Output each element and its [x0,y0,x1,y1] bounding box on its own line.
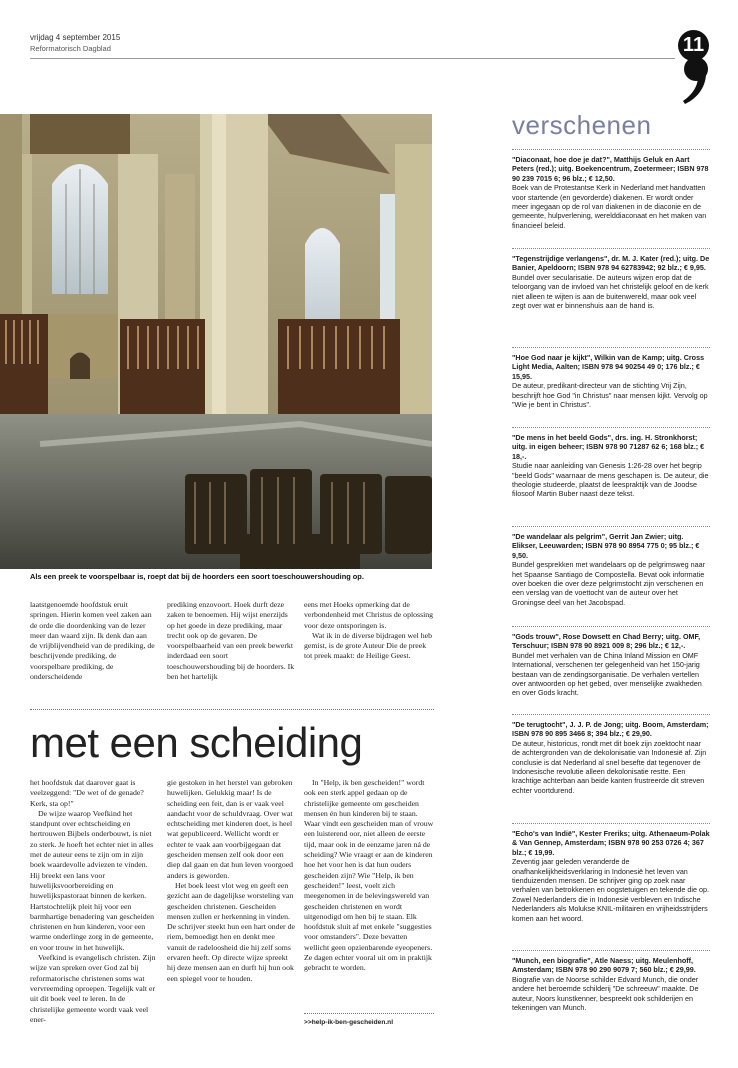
book-entry [512,433,710,499]
book-entry [512,829,710,923]
book-entry [512,532,710,607]
header-date: vrijdag 4 september 2015 [30,33,121,42]
book-entry-head: "Diaconaat, hoe doe je dat?", Matthijs Geluk en Aart Peters (red.); uitg. Boekencentrum, Zoetermeer; ISBN 978 90 239 7015 6; 96 blz.; € 12,50. [512,155,709,183]
article-column-1 [30,778,156,1025]
book-entry-body: De auteur, historicus, rondt met dit boek zijn zoektocht naar de achtergronden van de dekolonisatie van Indonesië af. Zijn conclusie is dat Nederland al snel besefte dat tegenover de Indonesische revolutie alleen dekolonisatie restte. Een krachtige achterban aan beide kanten frustreerde dit streven echter voortdurend. [512,738,707,795]
sidebar-rule [512,427,710,428]
sidebar-rule [512,248,710,249]
book-entry-head: "Hoe God naar je kijkt", Wilkin van de Kamp; uitg. Cross Light Media, Aalten; ISBN 978 94 90254 49 0; 176 blz.; € 15,95. [512,353,705,381]
book-entry-head: "De terugtocht", J. J. P. de Jong; uitg. Boom, Amsterdam; ISBN 978 90 895 3466 8; 394 blz.; € 29,90. [512,720,709,739]
sidebar-rule [512,526,710,527]
website-link[interactable]: >>help-ik-ben-gescheiden.nl [304,1019,394,1026]
sidebar-rule [512,950,710,951]
book-entry [512,353,710,409]
article-column-2 [167,778,295,984]
photo-caption: Als een preek te voorspelbaar is, roept dat bij de hoorders een soort toeschouwershouding op. [30,572,364,581]
book-entry-body: Boek van de Protestantse Kerk in Nederland met handvatten voor startende (en gevorderde) diakenen. Er wordt onder meer ingegaan op de rol van diakenen in de diaconie en de gemeente, hulpverlening, werelddiaconaat en het maken van financieel beleid. [512,183,707,230]
book-entry [512,254,710,310]
book-entry-head: "Echo's van Indië", Kester Freriks; uitg. Athenaeum-Polak & Van Gennep, Amsterdam; ISBN 978 90 253 0726 4; 367 blz.; € 19,99. [512,829,710,857]
link-divider [304,1013,434,1014]
top-column-3-text-b: Wat ik in de diverse bijdragen wel heb gemist, is de grote Auteur Die de preek tot preek maakt: de Heilige Geest. [304,630,432,661]
book-entry [512,155,710,230]
top-column-3 [304,600,434,662]
header-rule [30,58,675,59]
section-divider [30,709,434,710]
church-interior-photo [0,114,432,569]
book-entry-body: Bundel gesprekken met wandelaars op de pelgrimsweg naar het Spaanse Santiago de Compostella. Bevat ook informatie over boeken die over deze pelgrimstocht zijn verschenen en een verslag van de voettocht van de auteur over het Groningse deel van het Jacobspad. [512,560,705,607]
article-column-1-p2: De wijze waarop Veefkind het standpunt over echtscheiding en hertrouwen Bijbels onderbouwt, is niet zo sterk. Je hoeft het echter niet in alles met de auteur eens te zijn om in zijn boek waardevolle adviezen te vinden. Hij breekt een lans voor huwelijksvoorbereiding en huwelijkspastoraat binnen de kerken. Hartstochtelijk pleit hij voor een barmhartige benadering van gescheiden christenen en hun kinderen, voor een warme onderlinge zorg in de gemeente, en voor trouw in het huwelijk. [30,808,155,952]
book-entry [512,956,710,1012]
page-number: 11 [678,30,709,61]
book-entry-head: "Munch, een biografie", Atle Naess; uitg. Meulenhoff, Amsterdam; ISBN 978 90 290 9079 7; 560 blz.; € 29,99. [512,956,696,975]
book-entry-body: Bundel met verhalen van de China Inland Mission en OMF International, verschenen ter gelegenheid van het 150-jarig bestaan van de zendingsorganisatie. De verhalen vertellen over antwoorden op het gebed, over menselijke zwakheden en over Gods kracht. [512,650,702,698]
top-column-2-text: prediking enzovoort. Hoek durft deze zaken te benoemen. Hij wijst enerzijds op het goede in deze prediking, maar trecht ook op de gevaren. De voorspelbaarheid van een preek bewerkt inderdaad een soort toeschouwershouding bij de hoorders. Ik ben het hartelijk [167,600,295,682]
comma-mark-icon [680,56,710,106]
sidebar-rule [512,823,710,824]
article-column-2-p2: Het boek leest vlot weg en geeft een gezicht aan de dagelijkse worsteling van gescheiden christenen. Gescheiden mensen zullen er herkenning in vinden. De schrijver steekt hun een hart onder de riem, bemoedigt hen en denkt mee vanuit de radeloosheid die hij zelf soms ervaren heeft. Op directe wijze spreekt hij deze mensen aan en durft hij hun ook een spiegel voor te houden. [167,880,295,983]
article-column-3-p1: In "Help, ik ben gescheiden!" wordt ook een sterk appel gedaan op de christelijke gemeente om gescheiden mensen én hun kinderen bij te staan. Waar vindt een gescheiden man of vrouw een luisterend oor, niet alleen de eerste tijd, maar ook in de eenzame jaren ná de scheiding? Wie vraagt er aan de kinderen hoe het voor hen is dat hun ouders gescheiden zijn? Wie "Help, ik ben gescheiden!" leest, voelt zich meegenomen in de belevingswereld van gescheiden christenen en wordt uitgenodigd om hen bij te staan. Elk hoofdstuk sluit af met enkele "suggesties voor omstanders". Deze bevatten wellicht geen opzienbarende eyeopeners. Ze dagen echter vooral uit om in praktijk gebracht te worden. [304,778,434,973]
article-column-1-p3: Veefkind is evangelisch christen. Zijn wijze van spreken over God zal bij reformatorische christenen soms wat vervreemding oproepen. Tegelijk valt er uit dit boek veel te leren. In de christelijke gemeente wordt vaak veel ener- [30,953,156,1024]
book-entry-body: Studie naar aanleiding van Genesis 1:26-28 over het begrip "beeld Gods" waarnaar de mens geschapen is. De auteur, die theologie studeerde, plaatst de leespraktijk van de Joodse filosoof Martin Buber naast deze tekst. [512,461,709,499]
book-entry [512,632,710,698]
article-column-3 [304,778,434,974]
church-illustration [0,114,432,569]
book-entry-body: Bundel over secularisatie. De auteurs wijzen erop dat de teloorgang van de invloed van het christelijk geloof en de kerk niet alleen te wijten is aan de buitenwereld, maar ook veel zegt over wat er binnenshuis aan de hand is. [512,272,709,311]
book-entry-body: Zeventig jaar geleden veranderde de onafhankelijkheidsverklaring in Indonesië het leven van tienduizenden mensen. De schrijver ging op zoek naar verhalen van betrokkenen en oogstetuigen en tekende die op. Zowel Nederlanders die in Indonesië verbleven en Indische Nederlanders als Molukse KNIL-militairen en vrijheidsstrijders komen aan het woord. [512,857,710,923]
book-entry-body: De auteur, predikant-directeur van de stichting Vrij Zijn, beschrijft hoe God "in Christus" naar mensen kijkt. Vervolg op "Wie je bent in Christus". [512,381,708,410]
header-paper-name: Reformatorisch Dagblad [30,44,111,53]
top-column-2 [167,600,295,682]
book-entry-body: Biografie van de Noorse schilder Edvard Munch, die onder andere het beroemde schilderij "De schreeuw" maakte. De auteur, Noors kunstkenner, bespreekt ook schilderijen en tekeningen van Munch. [512,974,699,1013]
article-column-1-p1: het hoofdstuk dat daarover gaat is veelzeggend: "De wet of de genade? Kerk, sta op!" [30,778,144,808]
book-entry-head: "Gods trouw", Rose Dowsett en Chad Berry; uitg. OMF, Terschuur; ISBN 978 90 8921 009 8; 296 blz.; € 12,-. [512,632,701,651]
book-entry-head: "De mens in het beeld Gods", drs. ing. H. Stronkhorst; uitg. in eigen beheer; ISBN 978 90 71287 62 6; 168 blz.; € 18,-. [512,433,705,461]
sidebar-rule [512,347,710,348]
sidebar-rule [512,714,710,715]
top-column-3-text-a: eens met Hoeks opmerking dat de verbondenheid met Christus de oplossing voor deze ontsporingen is. [304,600,434,630]
sidebar-title: verschenen [512,110,652,140]
top-column-1 [30,600,156,682]
sidebar-rule [512,149,710,150]
book-entry [512,720,710,795]
sidebar-rule [512,626,710,627]
book-entry-head: "De wandelaar als pelgrim", Gerrit Jan Zwier; uitg. Elikser, Leeuwarden; ISBN 978 90 8954 775 0; 95 blz.; € 9,50. [512,532,700,560]
article-column-2-p1: gie gestoken in het herstel van gebroken huwelijken. Gelukkig maar! Is de scheiding een feit, dan is er vaak veel aandacht voor de schuldvraag. Over wat echtscheiding met kinderen doet, is heel wat gepubliceerd. Wellicht wordt er echter te vaak aan voorbijgegaan dat gescheiden mensen zelf ook door een diep dal gaan en dat hun leven voorgoed anders is geworden. [167,778,294,880]
book-entry-head: "Tegenstrijdige verlangens", dr. M. J. Kater (red.); uitg. De Banier, Apeldoorn; ISBN 978 94 62783942; 92 blz.; € 9,95. [512,254,710,273]
article-headline: met een scheiding [30,719,363,766]
top-column-1-text: laatstgenoemde hoofdstuk eruit springen. Hierin komen veel zaken aan de orde die doordenking van de lezer meer dan waard zijn. Ik denk dan aan de vrijblijvendheid van de prediking, de beschrijvende prediking, de voorspelbare prediking, de onderscheidende [30,600,155,682]
